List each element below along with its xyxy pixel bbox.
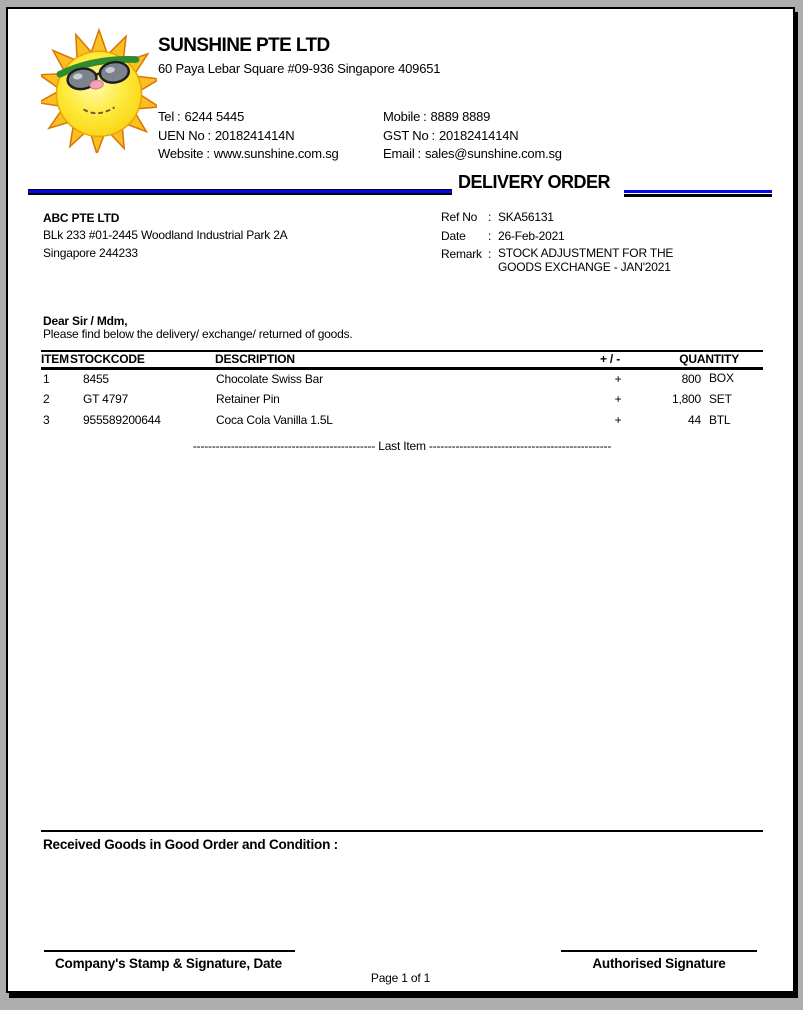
email-value: sales@sunshine.com.sg — [424, 146, 562, 162]
received-goods-label: Received Goods in Good Order and Condition : — [43, 837, 338, 852]
salutation-line: Dear Sir / Mdm, — [43, 314, 128, 328]
document-title: DELIVERY ORDER — [457, 172, 611, 192]
cell-description: Chocolate Swiss Bar — [216, 372, 323, 386]
colon: : — [488, 210, 492, 224]
right-signature-label: Authorised Signature — [592, 956, 726, 971]
right-signature-line — [561, 950, 757, 952]
colon: : — [488, 229, 492, 243]
table-body — [41, 370, 763, 470]
header-quantity: QUANTITY — [679, 352, 739, 366]
last-item-divider: ------------------------------------------------ Last Item ------------------------------------------------ — [192, 439, 612, 453]
cell-uom: BTL — [709, 413, 731, 427]
cell-sign: + — [614, 413, 622, 427]
tel-line — [158, 108, 339, 127]
uen-value: 2018241414N — [214, 127, 295, 143]
footer-rule — [41, 830, 763, 832]
cell-sign: + — [614, 372, 622, 386]
intro-line: Please find below the delivery/ exchange/ returned of goods. — [43, 327, 353, 341]
rule-black — [624, 194, 772, 197]
delivery-order-page — [6, 7, 795, 993]
left-signature-line — [44, 950, 295, 952]
meta-block — [441, 210, 711, 290]
cell-quantity: 800 — [681, 372, 701, 386]
company-name: SUNSHINE PTE LTD — [158, 35, 330, 56]
cell-uom: SET — [709, 392, 732, 406]
ref-no-value: SKA56131 — [498, 210, 554, 224]
left-signature-label: Company's Stamp & Signature, Date — [55, 956, 282, 971]
cell-item: 1 — [43, 372, 50, 386]
customer-address-line1: BLk 233 #01-2445 Woodland Industrial Park 2A — [43, 228, 288, 242]
header-description: DESCRIPTION — [215, 352, 295, 366]
uen-line — [158, 127, 339, 146]
header-item: ITEM — [41, 352, 69, 366]
colon: : — [423, 109, 427, 124]
mobile-label: Mobile — [383, 109, 421, 124]
header-plus-minus: + / - — [599, 352, 620, 366]
date-value: 26-Feb-2021 — [498, 229, 565, 243]
customer-address-line2: Singapore 244233 — [43, 246, 138, 260]
ref-no-label: Ref No — [441, 210, 478, 224]
mobile-line — [383, 108, 562, 127]
cell-sign: + — [614, 392, 622, 406]
website-label: Website — [158, 146, 204, 162]
title-rule-left — [28, 189, 452, 195]
cell-quantity: 44 — [688, 413, 701, 427]
cell-quantity: 1,800 — [671, 392, 701, 406]
cell-stockcode: GT 4797 — [83, 392, 129, 406]
cell-item: 3 — [43, 413, 50, 427]
table-header-row — [41, 350, 763, 370]
colon: : — [177, 109, 181, 124]
colon: : — [206, 146, 210, 162]
colon: : — [488, 247, 492, 261]
mobile-value: 8889 8889 — [430, 109, 491, 124]
gst-value: 2018241414N — [438, 127, 519, 143]
email-label: Email — [383, 146, 415, 162]
contact-column-right — [383, 108, 562, 164]
cell-item: 2 — [43, 392, 50, 406]
gst-line — [383, 127, 562, 146]
remark-label: Remark — [441, 247, 482, 261]
tel-value: 6244 5445 — [184, 109, 245, 124]
contact-column-left — [158, 108, 339, 164]
header-stockcode: STOCKCODE — [70, 352, 145, 366]
cell-description: Coca Cola Vanilla 1.5L — [216, 413, 333, 427]
items-table — [41, 350, 763, 470]
colon: : — [207, 127, 211, 143]
website-line — [158, 145, 339, 164]
uen-label: UEN No — [158, 127, 205, 143]
cell-stockcode: 8455 — [83, 372, 109, 386]
page-indicator: Page 1 of 1 — [370, 971, 431, 985]
company-address: 60 Paya Lebar Square #09-936 Singapore 409651 — [158, 61, 441, 76]
title-rule-right — [624, 190, 772, 197]
customer-name: ABC PTE LTD — [43, 211, 120, 225]
cell-stockcode: 955589200644 — [83, 413, 161, 427]
email-line — [383, 145, 562, 164]
colon: : — [431, 127, 435, 143]
remark-value: STOCK ADJUSTMENT FOR THE GOODS EXCHANGE - JAN'2021 — [498, 246, 674, 274]
rule-black — [28, 193, 452, 195]
website-value: www.sunshine.com.sg — [213, 146, 339, 162]
tel-label: Tel — [158, 109, 175, 124]
cell-description: Retainer Pin — [216, 392, 280, 406]
company-logo — [41, 25, 157, 153]
colon: : — [417, 146, 421, 162]
gst-label: GST No — [383, 127, 429, 143]
date-label: Date — [441, 229, 466, 243]
sun-logo-icon — [41, 25, 157, 153]
cell-uom: BOX — [709, 371, 734, 385]
